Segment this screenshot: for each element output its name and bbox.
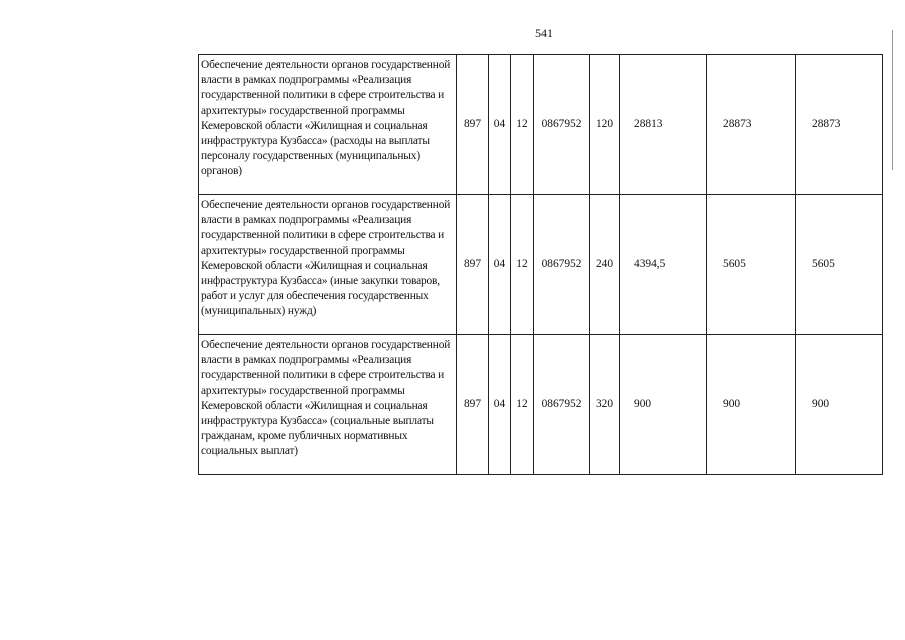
section-code: 04: [489, 335, 511, 475]
amount-3: 28873: [796, 55, 883, 195]
ministry-code: 897: [457, 55, 489, 195]
target-article-code: 0867952: [534, 195, 590, 335]
subsection-code: 12: [511, 55, 534, 195]
ministry-code: 897: [457, 195, 489, 335]
amount-1: 28813: [620, 55, 707, 195]
amount-2: 900: [707, 335, 796, 475]
expense-type-code: 320: [590, 335, 620, 475]
amount-2: 28873: [707, 55, 796, 195]
row-description: Обеспечение деятельности органов государственной власти в рамках подпрограммы «Реализация государственной политики в сфере строительства и архитектуры» государственной программы Кемеровской области «Жилищная и социальная инфраструктура Кузбасса» (социальные выплаты гражданам, кроме публичных нормативных социальных выплат): [199, 335, 457, 475]
table-row: [199, 195, 883, 335]
page-number: 541: [535, 26, 553, 40]
amount-3: 900: [796, 335, 883, 475]
amount-3: 5605: [796, 195, 883, 335]
row-description: Обеспечение деятельности органов государственной власти в рамках подпрограммы «Реализация государственной политики в сфере строительства и архитектуры» государственной программы Кемеровской области «Жилищная и социальная инфраструктура Кузбасса» (расходы на выплаты персоналу государственных (муниципальных) органов): [199, 55, 457, 195]
row-description: Обеспечение деятельности органов государственной власти в рамках подпрограммы «Реализация государственной политики в сфере строительства и архитектуры» государственной программы Кемеровской области «Жилищная и социальная инфраструктура Кузбасса» (иные закупки товаров, работ и услуг для обеспечения государственных (муниципальных) нужд): [199, 195, 457, 335]
table-row: [199, 55, 883, 195]
budget-table: [198, 54, 883, 475]
amount-1: 900: [620, 335, 707, 475]
target-article-code: 0867952: [534, 55, 590, 195]
subsection-code: 12: [511, 335, 534, 475]
table-row: [199, 335, 883, 475]
section-code: 04: [489, 195, 511, 335]
amount-1: 4394,5: [620, 195, 707, 335]
ministry-code: 897: [457, 335, 489, 475]
expense-type-code: 120: [590, 55, 620, 195]
scan-edge-line: [892, 30, 893, 170]
section-code: 04: [489, 55, 511, 195]
target-article-code: 0867952: [534, 335, 590, 475]
subsection-code: 12: [511, 195, 534, 335]
expense-type-code: 240: [590, 195, 620, 335]
amount-2: 5605: [707, 195, 796, 335]
